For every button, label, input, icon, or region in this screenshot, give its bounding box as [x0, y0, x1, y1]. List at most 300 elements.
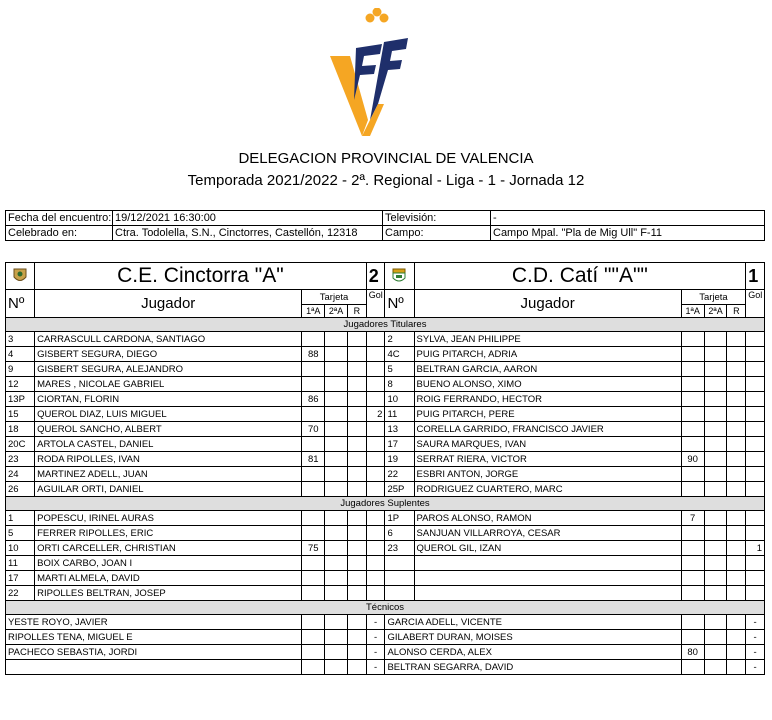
- home-card1: [302, 407, 325, 422]
- home-cardr: [348, 556, 367, 571]
- home-card2: [325, 467, 348, 482]
- away-player-number: 13: [385, 422, 414, 437]
- home-cardr-header: R: [348, 305, 367, 318]
- away-cardr: [727, 556, 746, 571]
- table-row: [6, 452, 765, 467]
- home-card2: [325, 645, 348, 660]
- home-cardr: [348, 437, 367, 452]
- away-cardr: [727, 511, 746, 526]
- home-goal: [366, 347, 385, 362]
- home-cardr: [348, 467, 367, 482]
- home-card2: [325, 347, 348, 362]
- away-staff-name: BELTRAN SEGARRA, DAVID: [385, 660, 681, 675]
- away-cardr: [727, 452, 746, 467]
- away-card1: [681, 630, 704, 645]
- away-card1: [681, 541, 704, 556]
- away-cardr: [727, 571, 746, 586]
- field-label: Campo:: [383, 226, 491, 241]
- away-goal: -: [746, 660, 765, 675]
- away-player-number: 6: [385, 526, 414, 541]
- away-goal: 1: [746, 541, 765, 556]
- home-player-name: CIORTAN, FLORIN: [35, 392, 302, 407]
- home-goal: [366, 556, 385, 571]
- away-card1: 7: [681, 511, 704, 526]
- tv-value: -: [491, 211, 765, 226]
- home-card1: [302, 482, 325, 497]
- home-card1: [302, 332, 325, 347]
- home-goal: -: [366, 645, 385, 660]
- field-value: Campo Mpal. "Pla de Mig Ull" F-11: [491, 226, 765, 241]
- home-player-number: 17: [6, 571, 35, 586]
- away-player-name: SAURA MARQUES, IVAN: [414, 437, 681, 452]
- away-goal: [746, 392, 765, 407]
- home-cardr: [348, 332, 367, 347]
- away-player-name: [414, 556, 681, 571]
- home-card1: [302, 615, 325, 630]
- away-player-name: SANJUAN VILLARROYA, CESAR: [414, 526, 681, 541]
- away-player-name: SERRAT RIERA, VICTOR: [414, 452, 681, 467]
- home-staff-name: RIPOLLES TENA, MIGUEL E: [6, 630, 302, 645]
- home-card2: [325, 541, 348, 556]
- home-card-header: Tarjeta: [302, 290, 366, 305]
- home-cardr: [348, 586, 367, 601]
- away-player-name: ESBRI ANTON, JORGE: [414, 467, 681, 482]
- away-cardr: [727, 422, 746, 437]
- home-cardr: [348, 422, 367, 437]
- home-goal: [366, 422, 385, 437]
- home-card2: [325, 482, 348, 497]
- away-player-number: 23: [385, 541, 414, 556]
- home-player-name: POPESCU, IRINEL AURAS: [35, 511, 302, 526]
- away-player-number: 4C: [385, 347, 414, 362]
- home-player-name: ORTI CARCELLER, CHRISTIAN: [35, 541, 302, 556]
- home-goal: [366, 571, 385, 586]
- away-card2: [704, 615, 727, 630]
- season-subtitle: Temporada 2021/2022 - 2ª. Regional - Liga - 1 - Jornada 12: [187, 172, 585, 189]
- home-player-header: Jugador: [35, 290, 302, 318]
- home-cardr: [348, 660, 367, 675]
- home-card2: [325, 660, 348, 675]
- table-row: [6, 392, 765, 407]
- away-cardr: [727, 615, 746, 630]
- home-card2: [325, 571, 348, 586]
- home-player-name: MARTI ALMELA, DAVID: [35, 571, 302, 586]
- away-card1: [681, 482, 704, 497]
- away-card1-header: 1ªA: [681, 305, 704, 318]
- away-cardr: [727, 407, 746, 422]
- home-player-number: 18: [6, 422, 35, 437]
- home-player-number: 20C: [6, 437, 35, 452]
- away-crest-icon: [385, 263, 414, 290]
- table-row: [6, 467, 765, 482]
- home-cardr: [348, 482, 367, 497]
- away-player-name: BELTRAN GARCIA, AARON: [414, 362, 681, 377]
- venue-label: Celebrado en:: [6, 226, 113, 241]
- away-card2: [704, 332, 727, 347]
- away-goal: [746, 571, 765, 586]
- home-goal: [366, 511, 385, 526]
- away-goal: [746, 347, 765, 362]
- home-card2: [325, 615, 348, 630]
- away-card1: [681, 556, 704, 571]
- home-cardr: [348, 347, 367, 362]
- away-cardr: [727, 467, 746, 482]
- table-row: [6, 571, 765, 586]
- date-label: Fecha del encuentro:: [6, 211, 113, 226]
- home-crest-icon: [6, 263, 35, 290]
- home-player-number: 15: [6, 407, 35, 422]
- away-card2: [704, 556, 727, 571]
- away-score: 1: [746, 263, 765, 290]
- home-player-name: RIPOLLES BELTRAN, JOSEP: [35, 586, 302, 601]
- home-cardr: [348, 541, 367, 556]
- away-cardr: [727, 630, 746, 645]
- home-player-name: GISBERT SEGURA, ALEJANDRO: [35, 362, 302, 377]
- away-card1: [681, 392, 704, 407]
- away-card2: [704, 452, 727, 467]
- home-card1: [302, 362, 325, 377]
- home-card2: [325, 511, 348, 526]
- away-player-number: 11: [385, 407, 414, 422]
- away-player-number: 2: [385, 332, 414, 347]
- away-cardr: [727, 362, 746, 377]
- home-card1: [302, 526, 325, 541]
- table-row: [6, 541, 765, 556]
- away-player-name: ROIG FERRANDO, HECTOR: [414, 392, 681, 407]
- away-player-name: BUENO ALONSO, XIMO: [414, 377, 681, 392]
- home-player-name: AGUILAR ORTI, DANIEL: [35, 482, 302, 497]
- away-cardr: [727, 437, 746, 452]
- table-row: [6, 526, 765, 541]
- home-goal: [366, 482, 385, 497]
- away-goal: [746, 362, 765, 377]
- home-goal: [366, 437, 385, 452]
- home-player-number: 4: [6, 347, 35, 362]
- away-goal-header: Gol: [746, 290, 765, 318]
- tv-label: Televisión:: [383, 211, 491, 226]
- away-goal: -: [746, 645, 765, 660]
- lineups-table: [5, 262, 765, 675]
- section-header: Técnicos: [6, 601, 765, 615]
- away-cardr: [727, 332, 746, 347]
- away-player-number: 1P: [385, 511, 414, 526]
- away-player-number: 5: [385, 362, 414, 377]
- home-cardr: [348, 511, 367, 526]
- away-goal: [746, 422, 765, 437]
- home-goal: 2: [366, 407, 385, 422]
- away-card2: [704, 437, 727, 452]
- home-player-name: QUEROL SANCHO, ALBERT: [35, 422, 302, 437]
- away-card1: [681, 437, 704, 452]
- home-goal: [366, 362, 385, 377]
- home-card2: [325, 556, 348, 571]
- away-card1: [681, 526, 704, 541]
- away-goal: [746, 437, 765, 452]
- away-cardr: [727, 660, 746, 675]
- away-card1: [681, 467, 704, 482]
- home-player-number: 23: [6, 452, 35, 467]
- away-card-header: Tarjeta: [681, 290, 745, 305]
- away-card1: [681, 586, 704, 601]
- home-card1: 88: [302, 347, 325, 362]
- away-goal: [746, 482, 765, 497]
- home-player-number: 5: [6, 526, 35, 541]
- away-player-name: [414, 586, 681, 601]
- away-card2: [704, 362, 727, 377]
- away-cardr: [727, 392, 746, 407]
- federation-logo: [322, 8, 432, 148]
- home-card2-header: 2ªA: [325, 305, 348, 318]
- away-player-number: 25P: [385, 482, 414, 497]
- home-card2: [325, 392, 348, 407]
- home-goal: -: [366, 630, 385, 645]
- home-cardr: [348, 392, 367, 407]
- away-goal: [746, 377, 765, 392]
- date-value: 19/12/2021 16:30:00: [113, 211, 383, 226]
- home-goal: [366, 452, 385, 467]
- away-player-header: Jugador: [414, 290, 681, 318]
- home-card1-header: 1ªA: [302, 305, 325, 318]
- away-cardr: [727, 347, 746, 362]
- home-cardr: [348, 526, 367, 541]
- away-card1: [681, 660, 704, 675]
- home-card1: 81: [302, 452, 325, 467]
- home-staff-name: YESTE ROYO, JAVIER: [6, 615, 302, 630]
- away-card1: [681, 571, 704, 586]
- home-cardr: [348, 630, 367, 645]
- home-cardr: [348, 571, 367, 586]
- away-cardr: [727, 526, 746, 541]
- home-goal: [366, 526, 385, 541]
- away-card2: [704, 571, 727, 586]
- section-header: Jugadores Suplentes: [6, 497, 765, 511]
- home-score: 2: [366, 263, 385, 290]
- venue-value: Ctra. Todolella, S.N., Cinctorres, Castellón, 12318: [113, 226, 383, 241]
- away-card1: [681, 362, 704, 377]
- home-card2: [325, 526, 348, 541]
- away-card2: [704, 407, 727, 422]
- away-player-number: 22: [385, 467, 414, 482]
- home-num-header: Nº: [6, 290, 35, 318]
- table-row: [6, 586, 765, 601]
- home-player-number: 12: [6, 377, 35, 392]
- away-player-number: [385, 586, 414, 601]
- away-cardr: [727, 541, 746, 556]
- home-player-name: MARES , NICOLAE GABRIEL: [35, 377, 302, 392]
- home-staff-name: [6, 660, 302, 675]
- home-goal: [366, 377, 385, 392]
- away-card2: [704, 422, 727, 437]
- away-player-name: SYLVA, JEAN PHILIPPE: [414, 332, 681, 347]
- home-player-name: QUEROL DIAZ, LUIS MIGUEL: [35, 407, 302, 422]
- home-card1: 70: [302, 422, 325, 437]
- home-player-number: 1: [6, 511, 35, 526]
- home-staff-name: PACHECO SEBASTIA, JORDI: [6, 645, 302, 660]
- away-player-number: 10: [385, 392, 414, 407]
- home-player-name: RODA RIPOLLES, IVAN: [35, 452, 302, 467]
- away-staff-name: GARCIA ADELL, VICENTE: [385, 615, 681, 630]
- table-row: [6, 332, 765, 347]
- home-player-number: 11: [6, 556, 35, 571]
- away-goal: [746, 511, 765, 526]
- home-card1: [302, 437, 325, 452]
- away-staff-name: ALONSO CERDA, ALEX: [385, 645, 681, 660]
- home-card1: [302, 377, 325, 392]
- away-goal: [746, 556, 765, 571]
- away-goal: [746, 586, 765, 601]
- home-goal: [366, 541, 385, 556]
- table-row: [6, 630, 765, 645]
- away-goal: [746, 332, 765, 347]
- delegation-title: DELEGACION PROVINCIAL DE VALENCIA: [238, 150, 534, 167]
- home-card2: [325, 437, 348, 452]
- away-card1: 90: [681, 452, 704, 467]
- home-player-number: 9: [6, 362, 35, 377]
- home-card1: [302, 630, 325, 645]
- home-card1: 75: [302, 541, 325, 556]
- away-card1: 80: [681, 645, 704, 660]
- home-card2: [325, 332, 348, 347]
- table-row: [6, 362, 765, 377]
- away-card2: [704, 392, 727, 407]
- away-card2: [704, 482, 727, 497]
- away-cardr-header: R: [727, 305, 746, 318]
- home-card1: [302, 556, 325, 571]
- away-player-name: PAROS ALONSO, RAMON: [414, 511, 681, 526]
- away-goal: [746, 407, 765, 422]
- away-player-number: 8: [385, 377, 414, 392]
- table-row: [6, 377, 765, 392]
- away-card1: [681, 407, 704, 422]
- away-player-number: [385, 556, 414, 571]
- home-player-number: 10: [6, 541, 35, 556]
- away-player-number: 19: [385, 452, 414, 467]
- away-card1: [681, 615, 704, 630]
- away-goal: [746, 526, 765, 541]
- away-player-name: PUIG PITARCH, PERE: [414, 407, 681, 422]
- away-player-name: QUEROL GIL, IZAN: [414, 541, 681, 556]
- table-row: [6, 645, 765, 660]
- home-player-name: GISBERT SEGURA, DIEGO: [35, 347, 302, 362]
- home-goal: [366, 392, 385, 407]
- away-card2: [704, 511, 727, 526]
- home-card2: [325, 586, 348, 601]
- match-info-table: [5, 210, 765, 241]
- away-player-number: [385, 571, 414, 586]
- away-card2: [704, 645, 727, 660]
- away-card2: [704, 526, 727, 541]
- away-player-name: RODRIGUEZ CUARTERO, MARC: [414, 482, 681, 497]
- away-cardr: [727, 377, 746, 392]
- away-goal: -: [746, 630, 765, 645]
- table-row: [6, 407, 765, 422]
- home-card1: [302, 571, 325, 586]
- home-card1: [302, 511, 325, 526]
- away-card1: [681, 377, 704, 392]
- home-team-name: C.E. Cinctorra "A": [35, 263, 367, 290]
- away-cardr: [727, 645, 746, 660]
- home-cardr: [348, 452, 367, 467]
- table-row: [6, 660, 765, 675]
- home-card2: [325, 407, 348, 422]
- away-card2: [704, 586, 727, 601]
- home-player-number: 3: [6, 332, 35, 347]
- home-player-number: 24: [6, 467, 35, 482]
- home-cardr: [348, 615, 367, 630]
- away-player-number: 17: [385, 437, 414, 452]
- home-card1: [302, 660, 325, 675]
- home-player-number: 26: [6, 482, 35, 497]
- home-goal: [366, 586, 385, 601]
- section-header: Jugadores Titulares: [6, 318, 765, 332]
- home-card2: [325, 630, 348, 645]
- away-card2-header: 2ªA: [704, 305, 727, 318]
- home-player-name: FERRER RIPOLLES, ERIC: [35, 526, 302, 541]
- away-card2: [704, 347, 727, 362]
- home-cardr: [348, 362, 367, 377]
- home-cardr: [348, 645, 367, 660]
- away-card2: [704, 630, 727, 645]
- home-player-name: BOIX CARBO, JOAN I: [35, 556, 302, 571]
- away-card2: [704, 467, 727, 482]
- home-cardr: [348, 377, 367, 392]
- home-card2: [325, 422, 348, 437]
- home-card1: [302, 467, 325, 482]
- away-team-name: C.D. Catí ""A"": [414, 263, 746, 290]
- home-card2: [325, 362, 348, 377]
- table-row: [6, 347, 765, 362]
- away-num-header: Nº: [385, 290, 414, 318]
- away-card1: [681, 332, 704, 347]
- away-card2: [704, 541, 727, 556]
- away-goal: -: [746, 615, 765, 630]
- home-card1: [302, 586, 325, 601]
- home-player-number: 22: [6, 586, 35, 601]
- home-player-name: ARTOLA CASTEL, DANIEL: [35, 437, 302, 452]
- home-card2: [325, 377, 348, 392]
- away-goal: [746, 452, 765, 467]
- home-goal: [366, 467, 385, 482]
- table-row: [6, 437, 765, 452]
- home-goal: -: [366, 615, 385, 630]
- away-card2: [704, 660, 727, 675]
- table-row: [6, 615, 765, 630]
- home-goal: -: [366, 660, 385, 675]
- home-player-name: MARTINEZ ADELL, JUAN: [35, 467, 302, 482]
- home-card1: [302, 645, 325, 660]
- away-staff-name: GILABERT DURAN, MOISES: [385, 630, 681, 645]
- away-cardr: [727, 586, 746, 601]
- home-goal: [366, 332, 385, 347]
- away-card1: [681, 422, 704, 437]
- away-player-name: CORELLA GARRIDO, FRANCISCO JAVIER: [414, 422, 681, 437]
- away-player-name: PUIG PITARCH, ADRIA: [414, 347, 681, 362]
- away-goal: [746, 467, 765, 482]
- home-card2: [325, 452, 348, 467]
- away-card2: [704, 377, 727, 392]
- table-row: [6, 482, 765, 497]
- home-goal-header: Gol: [366, 290, 385, 318]
- away-cardr: [727, 482, 746, 497]
- table-row: [6, 511, 765, 526]
- home-card1: 86: [302, 392, 325, 407]
- home-cardr: [348, 407, 367, 422]
- away-card1: [681, 347, 704, 362]
- table-row: [6, 556, 765, 571]
- away-player-name: [414, 571, 681, 586]
- home-player-number: 13P: [6, 392, 35, 407]
- table-row: [6, 422, 765, 437]
